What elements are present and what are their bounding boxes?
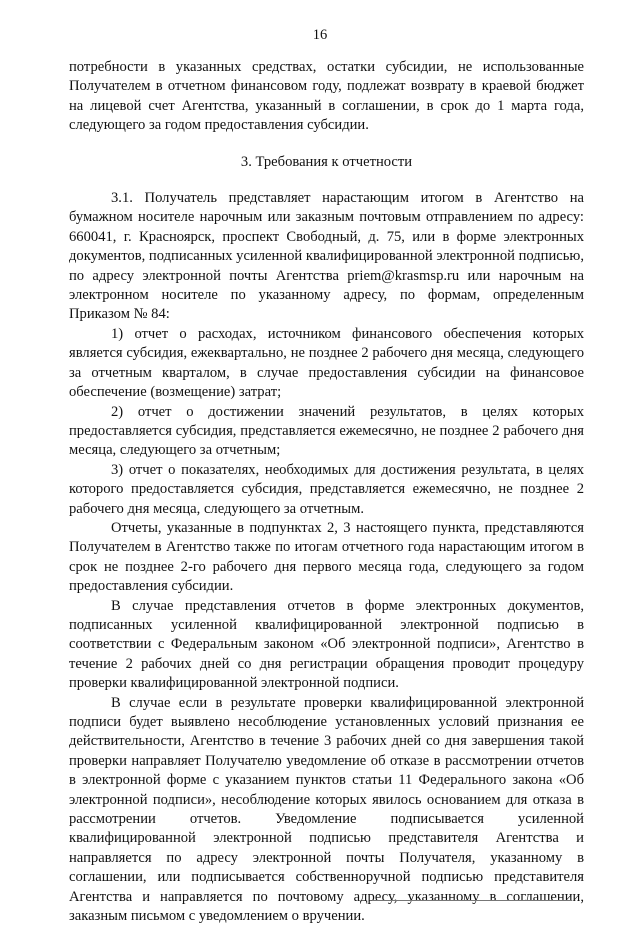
list-item-report-3: 3) отчет о показателях, необходимых для достижения результата, в целях которого предоставляется субсидия, представляется ежемесячно, не позднее 2 рабочего дня месяца, следующего за отчетным. [69, 461, 584, 517]
paragraph-annual-reports: Отчеты, указанные в подпунктах 2, 3 настоящего пункта, представляются Получателем в Агентство также по итогам отчетного года нарастающим итогом в срок не позднее 2-го рабочего дня первого месяца года, следующего за годом предоставления субсидии. [69, 519, 584, 595]
page-number: 16 [312, 27, 328, 43]
paragraph-electronic-signature-check: В случае представления отчетов в форме электронных документов, подписанных усиленной квалифицированной электронной подписью в соответствии с Федеральным законом «Об электронной подписи», Агентство в течение 2 рабочих дней со дня регистрации обращения проводит процедуру проверки квалифицированной электронной подписи. [69, 597, 584, 692]
paragraph-continuation: потребности в указанных средствах, остатки субсидии, не использованные Получателем в отчетном финансовом году, подлежат возврату в краевой бюджет на лицевой счет Агентства, указанный в соглашении, в срок до 1 марта года, следующего за годом предоставления субсидии. [69, 59, 584, 134]
document-body [69, 58, 584, 926]
footer-rule [372, 900, 572, 901]
section-heading: 3. Требования к отчетности [240, 153, 413, 170]
list-item-report-1: 1) отчет о расходах, источником финансового обеспечения которых является субсидия, ежеквартально, не позднее 2 рабочего дня месяца, следующего за отчетным кварталом, в случае предоставления субсидии на финансовое обеспечение (возмещение) затрат; [69, 325, 584, 401]
paragraph-refusal-notice: В случае если в результате проверки квалифицированной электронной подписи будет выявлено несоблюдение установленных условий признания ее действительности, Агентство в течение 3 рабочих дней со дня завершения такой проверки направляет Получателю уведомление об отказе в рассмотрении отчетов в электронной форме с указанием пунктов статьи 11 Федерального закона «Об электронной подписи», несоблюдение которых явилось основанием для отказа в рассмотрении отчетов. Уведомление подписывается усиленной квалифицированной электронной подписью представителя Агентства и направляется по адресу электронной почты Получателя, указанному в соглашении, или подписывается собственноручной подписью представителя Агентства и направляется по почтовому адресу, указанному в соглашении, заказным письмом с уведомлением о вручении. [69, 694, 584, 925]
paragraph-3-1: 3.1. Получатель представляет нарастающим итогом в Агентство на бумажном носителе нарочным или заказным почтовым отправлением по адресу: 660041, г. Красноярск, проспект Свободный, д. 75, или в форме электронных документов, подписанных усиленной квалифицированной электронной подписью, по адресу электронной почты Агентства priem@krasmsp.ru или нарочным на электронном носителе по указанному адресу, по формам, определенным Приказом № 84: [69, 190, 584, 323]
list-item-report-2: 2) отчет о достижении значений результатов, в целях которых предоставляется субсидия, представляется ежемесячно, не позднее 2 рабочего дня месяца, следующего за отчетным; [69, 403, 584, 459]
